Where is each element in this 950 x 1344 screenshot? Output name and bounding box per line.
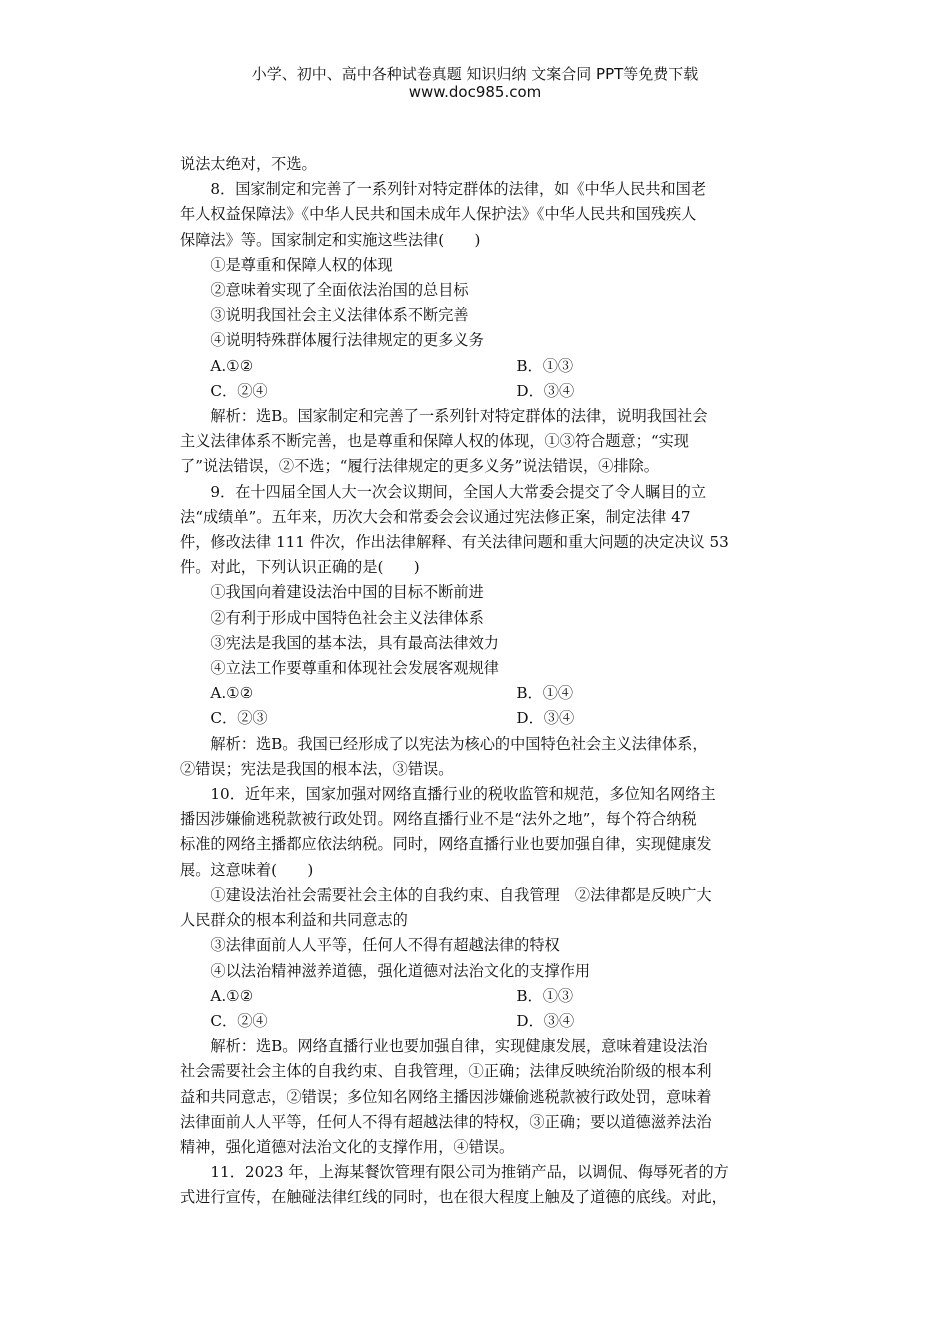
choice-c: C．②④	[210, 381, 268, 400]
choice-row	[180, 984, 780, 1009]
option-item: ③法律面前人人平等，任何人不得有超越法律的特权	[210, 936, 560, 955]
question-stem-line: 播因涉嫌偷逃税款被行政处罚。网络直播行业不是“法外之地”，每个符合纳税	[180, 810, 697, 829]
analysis-line: ②错误；宪法是我国的根本法，③错误。	[180, 759, 454, 778]
question-stem-line: 件，修改法律 111 件次，作出法律解释、有关法律问题和重大问题的决定决议 53	[180, 533, 729, 552]
choice-c: C．②③	[210, 709, 268, 728]
choice-d: D．③④	[516, 381, 575, 400]
choice-d: D．③④	[516, 709, 575, 728]
lead-text: 说法太绝对，不选。	[180, 155, 317, 173]
question-10	[180, 782, 780, 1160]
question-stem-line: 法“成绩单”。五年来，历次大会和常委会会议通过宪法修正案，制定法律 47	[180, 507, 691, 526]
option-item: ②意味着实现了全面依法治国的总目标	[210, 281, 469, 300]
option-item: ③宪法是我国的基本法，具有最高法律效力	[210, 633, 499, 652]
choice-a: A.①②	[210, 684, 254, 703]
choice-b: B．①④	[516, 684, 574, 703]
option-item-continuation: 人民群众的根本利益和共同意志的	[180, 911, 408, 930]
choice-d: D．③④	[516, 1011, 575, 1030]
document-body	[180, 152, 780, 1211]
choice-a: A.①②	[210, 356, 254, 375]
choice-a: A.①②	[210, 986, 254, 1005]
question-stem-line: 11．2023 年，上海某餐饮管理有限公司为推销产品，以调侃、侮辱死者的方	[210, 1163, 729, 1182]
option-item: ①是尊重和保障人权的体现	[210, 255, 393, 274]
question-stem-line: 8．国家制定和完善了一系列针对特定群体的法律，如《中华人民共和国老	[210, 180, 707, 199]
question-11	[180, 1160, 780, 1210]
option-item: ②有利于形成中国特色社会主义法律体系	[210, 608, 484, 627]
option-item: ④说明特殊群体履行法律规定的更多义务	[210, 331, 484, 350]
option-item: ④立法工作要尊重和体现社会发展客观规律	[210, 659, 499, 678]
choice-row	[180, 681, 780, 706]
analysis-line: 解析：选B。我国已经形成了以宪法为核心的中国特色社会主义法律体系，	[210, 734, 708, 753]
option-item: ④以法治精神滋养道德，强化道德对法治文化的支撑作用	[210, 961, 591, 980]
choice-b: B．①③	[516, 356, 574, 375]
option-item: ①建设法治社会需要社会主体的自我约束、自我管理 ②法律都是反映广大	[210, 885, 712, 904]
question-stem-line: 件。对此，下列认识正确的是( )	[180, 558, 420, 577]
question-stem-line: 标准的网络主播都应依法纳税。同时，网络直播行业也要加强自律，实现健康发	[180, 835, 712, 854]
choice-c: C．②④	[210, 1011, 268, 1030]
analysis-line: 主义法律体系不断完善，也是尊重和保障人权的体现，①③符合题意；“实现	[180, 432, 689, 451]
analysis-line: 益和共同意志，②错误；多位知名网络主播因涉嫌偷逃税款被行政处罚，意味着	[180, 1087, 712, 1106]
analysis-line: 精神，强化道德对法治文化的支撑作用，④错误。	[180, 1137, 515, 1156]
question-stem-line: 式进行宣传，在触碰法律红线的同时，也在很大程度上触及了道德的底线。对此，	[180, 1188, 727, 1207]
analysis-line: 解析：选B。国家制定和完善了一系列针对特定群体的法律，说明我国社会	[210, 407, 708, 426]
question-stem-line: 年人权益保障法》《中华人民共和国未成年人保护法》《中华人民共和国残疾人	[180, 205, 697, 224]
analysis-line: 解析：选B。网络直播行业也要加强自律，实现健康发展，意味着建设法治	[210, 1037, 708, 1056]
question-stem-line: 展。这意味着( )	[180, 860, 314, 879]
question-9	[180, 480, 780, 782]
choice-b: B．①③	[516, 986, 574, 1005]
page-header	[0, 65, 950, 101]
question-stem-line: 9．在十四届全国人大一次会议期间，全国人大常委会提交了令人瞩目的立	[210, 482, 707, 501]
choice-row	[180, 1009, 780, 1034]
choice-row	[180, 354, 780, 379]
analysis-line: 法律面前人人平等，任何人不得有超越法律的特权，③正确；要以道德滋养法治	[180, 1112, 712, 1131]
analysis-line: 社会需要社会主体的自我约束、自我管理，①正确；法律反映统治阶级的根本利	[180, 1062, 712, 1081]
question-8	[180, 177, 780, 479]
choice-row	[180, 706, 780, 731]
analysis-line: 了”说法错误，②不选；“履行法律规定的更多义务”说法错误，④排除。	[180, 457, 659, 476]
option-item: ①我国向着建设法治中国的目标不断前进	[210, 583, 484, 602]
option-item: ③说明我国社会主义法律体系不断完善	[210, 306, 469, 325]
choice-row	[180, 379, 780, 404]
question-stem-line: 保障法》等。国家制定和实施这些法律( )	[180, 230, 481, 249]
header-title: 小学、初中、高中各种试卷真题 知识归纳 文案合同 PPT等免费下载	[251, 65, 699, 83]
header-site-url: www.doc985.com	[408, 83, 542, 101]
question-stem-line: 10．近年来，国家加强对网络直播行业的税收监管和规范，多位知名网络主	[210, 785, 716, 804]
